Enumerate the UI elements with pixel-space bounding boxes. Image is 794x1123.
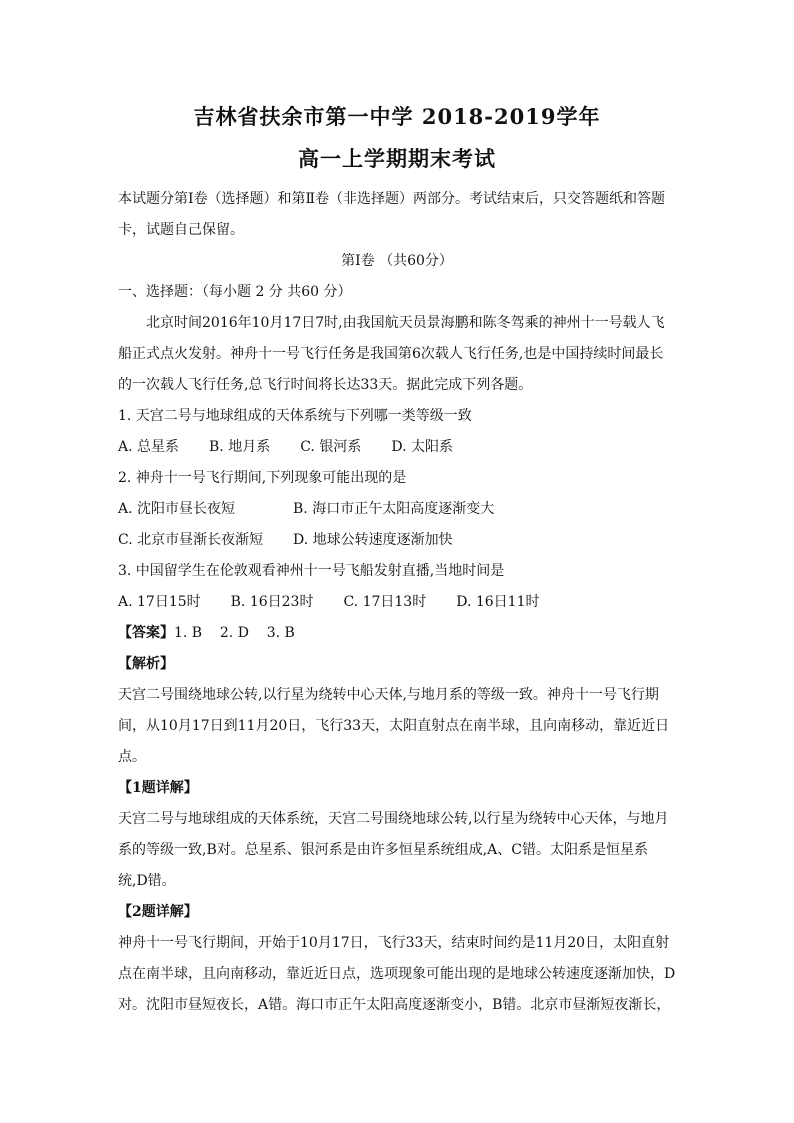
exam-page <box>118 100 676 1021</box>
option-c: C. 17日13时 <box>343 594 427 610</box>
question-stem: 3. 中国留学生在伦敦观看神州十一号飞船发射直播,当地时间是 <box>118 563 505 579</box>
exam-title-line2: 高一上学期期末考试 <box>298 146 496 171</box>
exam-title-line1: 吉林省扶余市第一中学 2018-2019学年 <box>193 104 601 129</box>
question-options-row2 <box>118 525 676 556</box>
question-stem: 1. 天宫二号与地球组成的天体系统与下列哪一类等级一致 <box>118 408 472 424</box>
detail1-text: 天宫二号与地球组成的天体系统，天宫二号围绕地球公转,以行星为绕转中心天体，与地月系的等级一致,B对。总星系、银河系是由许多恒星系统组成,A、C错。太阳系是恒星系统,D错。 <box>118 811 669 889</box>
analysis-text: 天宫二号围绕地球公转,以行星为绕转中心天体,与地月系的等级一致。神舟十一号飞行期间，从10月17日到11月20日，飞行33天，太阳直射点在南半球，且向南移动，靠近近日点。 <box>118 687 670 765</box>
question-stem: 2. 神舟十一号飞行期间,下列现象可能出现的是 <box>118 470 407 486</box>
section-title: 第Ⅰ卷 （共60分） <box>341 253 453 269</box>
option-a: A. 沈阳市昼长夜短 <box>118 501 236 517</box>
question-options <box>118 587 676 618</box>
detail2-label: 【2题详解】 <box>118 904 198 920</box>
option-a: A. 17日15时 <box>118 594 201 610</box>
exam-intro: 本试题分第Ⅰ卷（选择题）和第Ⅱ卷（非选择题）两部分。考试结束后，只交答题纸和答题卡，试题自己保留。 <box>118 191 666 238</box>
question-passage: 北京时间2016年10月17日7时,由我国航天员景海鹏和陈冬驾乘的神州十一号载人飞船正式点火发射。神舟十一号飞行任务是我国第6次载人飞行任务,也是中国持续时间最长的一次载人飞行任务,总飞行时间将长达33天。据此完成下列各题。 <box>118 315 665 393</box>
question-options <box>118 432 676 463</box>
option-d: D. 16日11时 <box>456 594 540 610</box>
option-b: B. 海口市正午太阳高度逐渐变大 <box>293 501 495 517</box>
answer-text: 1. B 2. D 3. B <box>174 625 295 641</box>
option-c: C. 北京市昼渐长夜渐短 <box>118 532 264 548</box>
detail2-text: 神舟十一号飞行期间，开始于10月17日，飞行33天，结束时间约是11月20日，太阳直射点在南半球，且向南移动，靠近近日点，选项现象可能出现的是地球公转速度逐渐加快，D对。沈阳市昼短夜长，A错。海口市正午太阳高度逐渐变小，B错。北京市昼渐短夜渐长， <box>118 935 676 1013</box>
question-3 <box>118 556 676 618</box>
option-b: B. 16日23时 <box>230 594 314 610</box>
option-a: A. 总星系 <box>118 439 180 455</box>
option-d: D. 太阳系 <box>391 439 453 455</box>
option-c: C. 银河系 <box>300 439 362 455</box>
option-d: D. 地球公转速度逐渐加快 <box>293 532 453 548</box>
question-options-row1 <box>118 494 676 525</box>
question-1 <box>118 401 676 463</box>
detail1-label: 【1题详解】 <box>118 780 198 796</box>
answer-label: 【答案】 <box>118 625 174 641</box>
answer-line <box>118 618 676 649</box>
analysis-label: 【解析】 <box>118 656 174 672</box>
part-title: 一、选择题：（每小题 2 分 共60 分） <box>118 284 352 300</box>
option-b: B. 地月系 <box>209 439 271 455</box>
question-2 <box>118 463 676 556</box>
